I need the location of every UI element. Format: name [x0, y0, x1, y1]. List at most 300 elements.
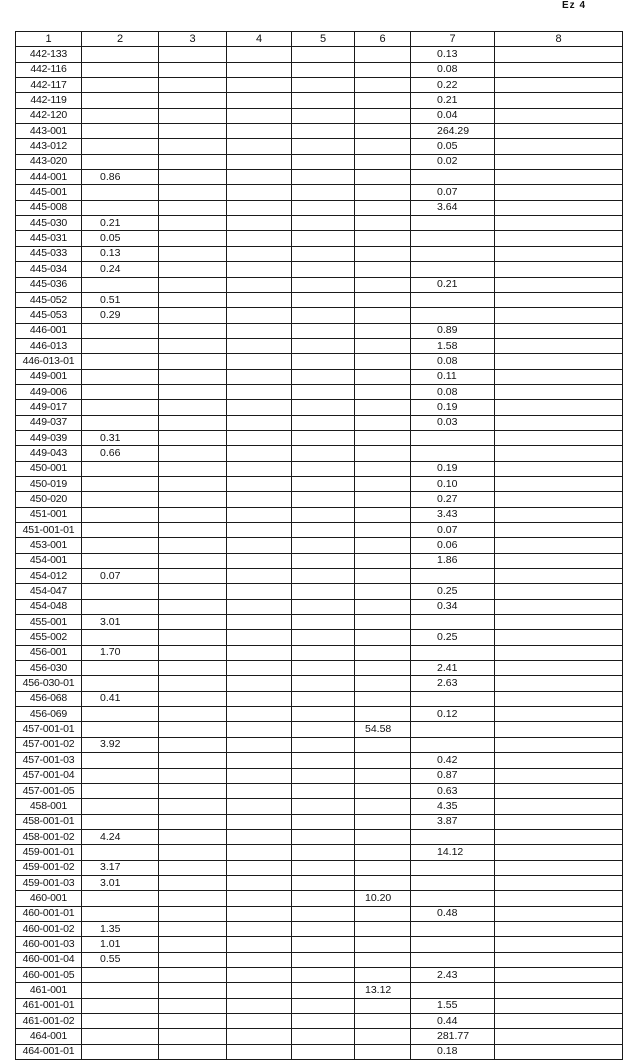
table-cell-col-7 — [411, 308, 495, 323]
table-cell-col-1: 445-001 — [16, 185, 82, 200]
table-cell-col-6 — [355, 630, 411, 645]
table-cell-col-8 — [495, 446, 623, 461]
table-cell-col-5 — [292, 584, 355, 599]
table-cell-col-4 — [227, 584, 292, 599]
table-cell-col-4 — [227, 262, 292, 277]
table-row — [16, 952, 623, 967]
table-cell-col-3 — [159, 492, 227, 507]
table-cell-col-1: 464-001 — [16, 1029, 82, 1044]
table-cell-col-7: 0.27 — [411, 492, 495, 507]
page-label: Ez 4 — [562, 0, 587, 11]
table-cell-col-2: 0.05 — [82, 231, 159, 246]
table-cell-col-5 — [292, 707, 355, 722]
table-cell-col-3 — [159, 998, 227, 1013]
table-row — [16, 430, 623, 445]
table-cell-col-3 — [159, 400, 227, 415]
table-cell-col-2 — [82, 476, 159, 491]
table-cell-col-7: 0.03 — [411, 415, 495, 430]
table-cell-col-1: 442-117 — [16, 78, 82, 93]
table-cell-col-6 — [355, 461, 411, 476]
table-cell-col-5 — [292, 998, 355, 1013]
table-cell-col-8 — [495, 722, 623, 737]
table-cell-col-6 — [355, 216, 411, 231]
table-cell-col-2 — [82, 676, 159, 691]
table-cell-col-4 — [227, 967, 292, 982]
table-row — [16, 722, 623, 737]
table-cell-col-1: 445-031 — [16, 231, 82, 246]
table-row — [16, 691, 623, 706]
table-cell-col-2 — [82, 891, 159, 906]
table-cell-col-3 — [159, 891, 227, 906]
table-row — [16, 492, 623, 507]
table-cell-col-1: 443-020 — [16, 154, 82, 169]
table-cell-col-5 — [292, 231, 355, 246]
table-cell-col-1: 456-030-01 — [16, 676, 82, 691]
table-row — [16, 446, 623, 461]
table-cell-col-6 — [355, 78, 411, 93]
table-cell-col-2: 0.51 — [82, 292, 159, 307]
table-cell-col-5 — [292, 921, 355, 936]
table-row — [16, 246, 623, 261]
table-cell-col-6 — [355, 292, 411, 307]
table-cell-col-5 — [292, 93, 355, 108]
table-cell-col-4 — [227, 891, 292, 906]
table-cell-col-6 — [355, 584, 411, 599]
table-cell-col-8 — [495, 277, 623, 292]
table-cell-col-8 — [495, 400, 623, 415]
table-cell-col-8 — [495, 814, 623, 829]
table-row — [16, 860, 623, 875]
table-cell-col-4 — [227, 492, 292, 507]
table-cell-col-7: 0.11 — [411, 369, 495, 384]
table-cell-col-6 — [355, 1029, 411, 1044]
table-row — [16, 200, 623, 215]
table-cell-col-5 — [292, 492, 355, 507]
table-cell-col-6 — [355, 338, 411, 353]
table-cell-col-5 — [292, 1029, 355, 1044]
table-cell-col-2: 0.66 — [82, 446, 159, 461]
table-cell-col-1: 451-001 — [16, 507, 82, 522]
column-header-4: 4 — [227, 32, 292, 47]
table-cell-col-5 — [292, 538, 355, 553]
table-cell-col-7: 0.19 — [411, 400, 495, 415]
table-cell-col-1: 461-001-02 — [16, 1014, 82, 1029]
table-cell-col-3 — [159, 170, 227, 185]
table-row — [16, 154, 623, 169]
table-cell-col-4 — [227, 338, 292, 353]
table-cell-col-8 — [495, 185, 623, 200]
table-row — [16, 323, 623, 338]
table-cell-col-7 — [411, 430, 495, 445]
table-cell-col-7 — [411, 231, 495, 246]
table-cell-col-1: 461-001-01 — [16, 998, 82, 1013]
table-cell-col-2 — [82, 553, 159, 568]
table-cell-col-8 — [495, 661, 623, 676]
table-row — [16, 814, 623, 829]
table-cell-col-7: 0.42 — [411, 753, 495, 768]
table-cell-col-2: 3.01 — [82, 615, 159, 630]
table-cell-col-6 — [355, 937, 411, 952]
table-cell-col-5 — [292, 983, 355, 998]
table-cell-col-1: 455-002 — [16, 630, 82, 645]
table-cell-col-5 — [292, 354, 355, 369]
table-cell-col-2 — [82, 599, 159, 614]
table-cell-col-7: 0.34 — [411, 599, 495, 614]
table-cell-col-2 — [82, 814, 159, 829]
table-cell-col-2: 0.07 — [82, 569, 159, 584]
table-cell-col-2 — [82, 998, 159, 1013]
table-cell-col-7: 0.05 — [411, 139, 495, 154]
table-cell-col-4 — [227, 246, 292, 261]
table-cell-col-3 — [159, 446, 227, 461]
table-cell-col-4 — [227, 906, 292, 921]
table-cell-col-5 — [292, 216, 355, 231]
table-cell-col-5 — [292, 630, 355, 645]
table-cell-col-4 — [227, 845, 292, 860]
table-cell-col-6 — [355, 185, 411, 200]
table-cell-col-2: 1.01 — [82, 937, 159, 952]
table-cell-col-7 — [411, 860, 495, 875]
table-cell-col-1: 445-030 — [16, 216, 82, 231]
table-cell-col-4 — [227, 231, 292, 246]
table-cell-col-5 — [292, 523, 355, 538]
table-cell-col-7 — [411, 292, 495, 307]
table-cell-col-6 — [355, 676, 411, 691]
table-cell-col-7: 0.89 — [411, 323, 495, 338]
table-cell-col-2: 3.92 — [82, 737, 159, 752]
table-row — [16, 967, 623, 982]
table-cell-col-5 — [292, 845, 355, 860]
table-cell-col-5 — [292, 599, 355, 614]
table-cell-col-3 — [159, 139, 227, 154]
table-cell-col-3 — [159, 1044, 227, 1059]
table-cell-col-4 — [227, 722, 292, 737]
table-row — [16, 523, 623, 538]
table-row — [16, 661, 623, 676]
table-cell-col-1: 454-001 — [16, 553, 82, 568]
table-row — [16, 906, 623, 921]
table-row — [16, 737, 623, 752]
table-cell-col-6 — [355, 400, 411, 415]
table-cell-col-7: 3.43 — [411, 507, 495, 522]
table-cell-col-5 — [292, 753, 355, 768]
table-cell-col-2 — [82, 108, 159, 123]
table-cell-col-8 — [495, 553, 623, 568]
table-row — [16, 277, 623, 292]
table-cell-col-7: 14.12 — [411, 845, 495, 860]
table-cell-col-1: 464-001-01 — [16, 1044, 82, 1059]
table-cell-col-3 — [159, 384, 227, 399]
table-cell-col-1: 460-001-03 — [16, 937, 82, 952]
table-cell-col-1: 443-001 — [16, 124, 82, 139]
table-cell-col-6 — [355, 829, 411, 844]
table-row — [16, 354, 623, 369]
table-cell-col-5 — [292, 154, 355, 169]
table-cell-col-1: 461-001 — [16, 983, 82, 998]
table-cell-col-5 — [292, 139, 355, 154]
header-row — [16, 32, 623, 47]
table-row — [16, 170, 623, 185]
table-cell-col-6 — [355, 476, 411, 491]
table-cell-col-8 — [495, 170, 623, 185]
table-cell-col-8 — [495, 1014, 623, 1029]
table-cell-col-8 — [495, 47, 623, 62]
table-row — [16, 845, 623, 860]
table-cell-col-3 — [159, 200, 227, 215]
table-cell-col-8 — [495, 799, 623, 814]
table-cell-col-7: 264.29 — [411, 124, 495, 139]
table-cell-col-1: 460-001-02 — [16, 921, 82, 936]
column-header-7: 7 — [411, 32, 495, 47]
table-row — [16, 707, 623, 722]
table-cell-col-2 — [82, 630, 159, 645]
table-cell-col-6 — [355, 875, 411, 890]
table-cell-col-8 — [495, 860, 623, 875]
table-cell-col-6 — [355, 231, 411, 246]
table-cell-col-4 — [227, 62, 292, 77]
table-cell-col-7: 281.77 — [411, 1029, 495, 1044]
table-cell-col-6 — [355, 768, 411, 783]
table-cell-col-4 — [227, 400, 292, 415]
table-cell-col-6 — [355, 814, 411, 829]
table-cell-col-3 — [159, 323, 227, 338]
table-cell-col-8 — [495, 492, 623, 507]
table-cell-col-8 — [495, 231, 623, 246]
table-cell-col-4 — [227, 860, 292, 875]
table-row — [16, 124, 623, 139]
table-cell-col-6 — [355, 799, 411, 814]
table-cell-col-5 — [292, 967, 355, 982]
table-cell-col-7 — [411, 983, 495, 998]
table-cell-col-1: 455-001 — [16, 615, 82, 630]
table-row — [16, 507, 623, 522]
table-cell-col-3 — [159, 461, 227, 476]
table-cell-col-1: 456-068 — [16, 691, 82, 706]
table-cell-col-2: 1.70 — [82, 645, 159, 660]
table-cell-col-3 — [159, 937, 227, 952]
table-cell-col-2 — [82, 415, 159, 430]
table-cell-col-6 — [355, 323, 411, 338]
table-cell-col-8 — [495, 308, 623, 323]
table-cell-col-1: 442-119 — [16, 93, 82, 108]
table-cell-col-6: 54.58 — [355, 722, 411, 737]
table-cell-col-3 — [159, 615, 227, 630]
table-cell-col-6 — [355, 446, 411, 461]
table-cell-col-1: 457-001-05 — [16, 783, 82, 798]
table-cell-col-3 — [159, 1029, 227, 1044]
table-cell-col-3 — [159, 783, 227, 798]
table-cell-col-4 — [227, 661, 292, 676]
table-cell-col-6 — [355, 707, 411, 722]
table-cell-col-1: 442-133 — [16, 47, 82, 62]
table-cell-col-3 — [159, 507, 227, 522]
table-cell-col-4 — [227, 185, 292, 200]
table-cell-col-8 — [495, 369, 623, 384]
table-cell-col-4 — [227, 170, 292, 185]
table-cell-col-3 — [159, 354, 227, 369]
table-cell-col-5 — [292, 737, 355, 752]
table-cell-col-2 — [82, 845, 159, 860]
table-cell-col-6 — [355, 154, 411, 169]
table-row — [16, 384, 623, 399]
table-cell-col-7 — [411, 921, 495, 936]
table-cell-col-1: 450-001 — [16, 461, 82, 476]
table-cell-col-5 — [292, 661, 355, 676]
table-row — [16, 921, 623, 936]
table-cell-col-8 — [495, 937, 623, 952]
table-cell-col-5 — [292, 200, 355, 215]
table-cell-col-4 — [227, 1044, 292, 1059]
table-cell-col-8 — [495, 1044, 623, 1059]
table-cell-col-8 — [495, 569, 623, 584]
table-cell-col-3 — [159, 308, 227, 323]
table-cell-col-2: 0.41 — [82, 691, 159, 706]
table-cell-col-2 — [82, 78, 159, 93]
table-row — [16, 569, 623, 584]
table-cell-col-6 — [355, 62, 411, 77]
table-cell-col-7: 0.08 — [411, 62, 495, 77]
table-cell-col-3 — [159, 523, 227, 538]
table-cell-col-6 — [355, 921, 411, 936]
table-cell-col-2 — [82, 369, 159, 384]
table-cell-col-7 — [411, 952, 495, 967]
table-cell-col-1: 449-037 — [16, 415, 82, 430]
table-cell-col-8 — [495, 200, 623, 215]
table-cell-col-1: 445-052 — [16, 292, 82, 307]
table-cell-col-2: 3.17 — [82, 860, 159, 875]
table-cell-col-2 — [82, 492, 159, 507]
table-cell-col-8 — [495, 845, 623, 860]
table-cell-col-4 — [227, 139, 292, 154]
table-cell-col-1: 443-012 — [16, 139, 82, 154]
table-row — [16, 476, 623, 491]
table-row — [16, 645, 623, 660]
table-cell-col-5 — [292, 1014, 355, 1029]
table-cell-col-7: 0.13 — [411, 47, 495, 62]
table-cell-col-8 — [495, 384, 623, 399]
table-cell-col-8 — [495, 62, 623, 77]
table-cell-col-2 — [82, 185, 159, 200]
table-cell-col-5 — [292, 829, 355, 844]
table-cell-col-5 — [292, 952, 355, 967]
table-cell-col-7: 4.35 — [411, 799, 495, 814]
table-cell-col-5 — [292, 124, 355, 139]
table-cell-col-2 — [82, 124, 159, 139]
table-cell-col-2 — [82, 323, 159, 338]
table-row — [16, 338, 623, 353]
table-cell-col-6 — [355, 492, 411, 507]
table-cell-col-3 — [159, 216, 227, 231]
table-cell-col-5 — [292, 676, 355, 691]
table-cell-col-2: 0.55 — [82, 952, 159, 967]
table-cell-col-5 — [292, 400, 355, 415]
table-body — [16, 47, 623, 1060]
table-cell-col-2 — [82, 139, 159, 154]
table-cell-col-1: 449-043 — [16, 446, 82, 461]
table-cell-col-1: 458-001-01 — [16, 814, 82, 829]
table-cell-col-1: 458-001-02 — [16, 829, 82, 844]
table-cell-col-3 — [159, 1014, 227, 1029]
table-cell-col-8 — [495, 615, 623, 630]
table-cell-col-4 — [227, 921, 292, 936]
table-cell-col-3 — [159, 645, 227, 660]
table-cell-col-1: 442-120 — [16, 108, 82, 123]
table-cell-col-6 — [355, 139, 411, 154]
table-cell-col-8 — [495, 292, 623, 307]
table-cell-col-4 — [227, 430, 292, 445]
table-cell-col-5 — [292, 569, 355, 584]
table-cell-col-2: 0.21 — [82, 216, 159, 231]
table-cell-col-6 — [355, 1014, 411, 1029]
table-cell-col-7 — [411, 691, 495, 706]
table-row — [16, 262, 623, 277]
table-cell-col-5 — [292, 262, 355, 277]
table-cell-col-8 — [495, 507, 623, 522]
table-cell-col-1: 446-001 — [16, 323, 82, 338]
table-cell-col-4 — [227, 154, 292, 169]
table-cell-col-8 — [495, 998, 623, 1013]
table-cell-col-8 — [495, 262, 623, 277]
table-cell-col-1: 444-001 — [16, 170, 82, 185]
table-cell-col-7 — [411, 722, 495, 737]
table-cell-col-1: 454-012 — [16, 569, 82, 584]
table-row — [16, 47, 623, 62]
table-cell-col-7: 2.43 — [411, 967, 495, 982]
table-cell-col-2 — [82, 338, 159, 353]
table-cell-col-8 — [495, 906, 623, 921]
table-cell-col-5 — [292, 691, 355, 706]
table-cell-col-2 — [82, 507, 159, 522]
table-cell-col-6 — [355, 47, 411, 62]
table-cell-col-8 — [495, 93, 623, 108]
table-cell-col-3 — [159, 292, 227, 307]
table-cell-col-1: 454-047 — [16, 584, 82, 599]
table-cell-col-3 — [159, 983, 227, 998]
table-cell-col-5 — [292, 78, 355, 93]
table-cell-col-3 — [159, 538, 227, 553]
table-cell-col-3 — [159, 231, 227, 246]
table-cell-col-4 — [227, 354, 292, 369]
table-cell-col-3 — [159, 569, 227, 584]
table-cell-col-8 — [495, 246, 623, 261]
table-cell-col-4 — [227, 292, 292, 307]
table-cell-col-7 — [411, 170, 495, 185]
table-cell-col-7 — [411, 262, 495, 277]
table-cell-col-4 — [227, 783, 292, 798]
table-cell-col-3 — [159, 753, 227, 768]
table-cell-col-3 — [159, 476, 227, 491]
table-cell-col-6 — [355, 538, 411, 553]
table-cell-col-7 — [411, 216, 495, 231]
table-cell-col-7: 2.63 — [411, 676, 495, 691]
table-cell-col-4 — [227, 630, 292, 645]
table-cell-col-7: 0.08 — [411, 384, 495, 399]
table-cell-col-3 — [159, 415, 227, 430]
table-cell-col-3 — [159, 185, 227, 200]
table-cell-col-8 — [495, 829, 623, 844]
table-cell-col-7 — [411, 446, 495, 461]
table-cell-col-8 — [495, 154, 623, 169]
table-cell-col-2: 3.01 — [82, 875, 159, 890]
table-cell-col-4 — [227, 875, 292, 890]
table-cell-col-6 — [355, 200, 411, 215]
table-cell-col-5 — [292, 783, 355, 798]
table-cell-col-2 — [82, 200, 159, 215]
table-cell-col-4 — [227, 937, 292, 952]
table-cell-col-1: 459-001-02 — [16, 860, 82, 875]
table-cell-col-5 — [292, 860, 355, 875]
table-cell-col-2 — [82, 354, 159, 369]
